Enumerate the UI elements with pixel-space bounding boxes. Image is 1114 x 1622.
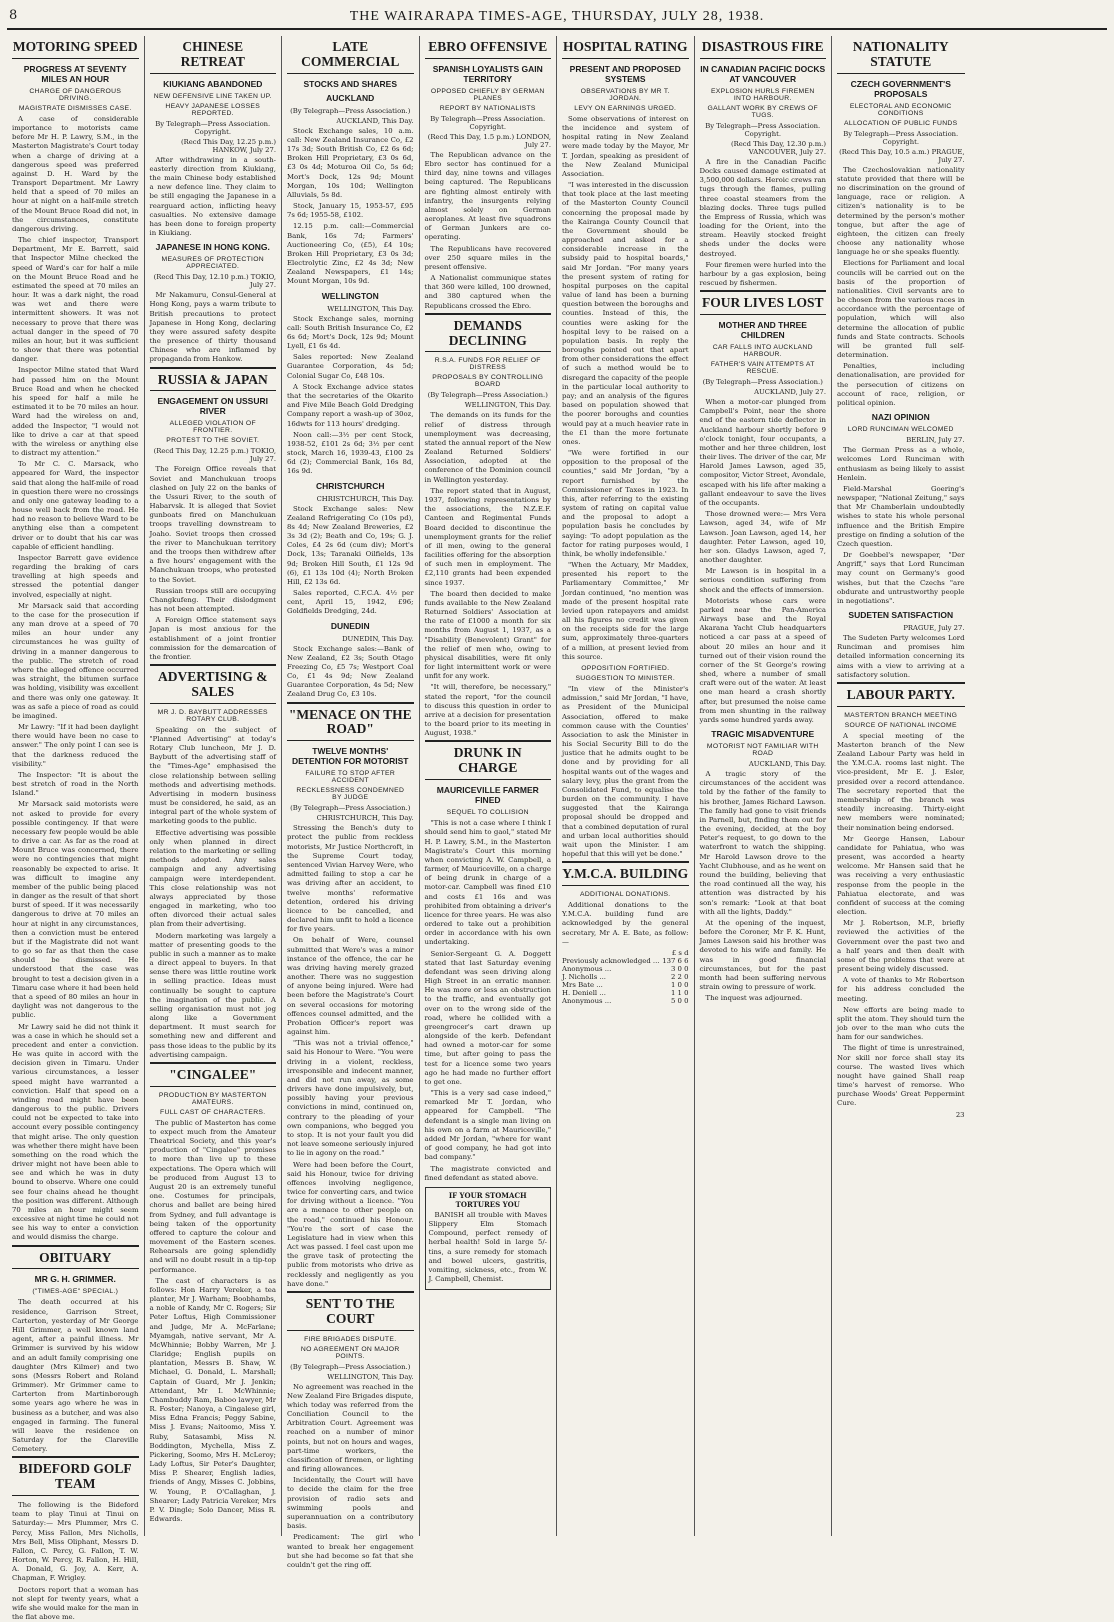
dateline: WELLINGTON, This Day. [464, 401, 551, 410]
headline: LATE COMMERCIAL [287, 36, 414, 74]
deck-line: ELECTORAL AND ECONOMIC CONDITIONS [849, 102, 952, 117]
donations-table [562, 949, 689, 1005]
article-paragraph: A Nationalist communique states that 360 were killed, 100 drowned, and 380 captured when the Republicans crossed the Ebro. [424, 274, 551, 310]
article-paragraph: "I was interested in the discussion that took place at the last meeting of the Masterton County Council concerning the proposal made by the Kairanga County Council that the Government should be approached and asked for a considerable increase in the subsidy paid to hospital boards," said Mr Jordan. "For many years the present system of rating for hospital purposes on the capital value of land has been a burning question between the boroughs and counties. Instead of this, the counties were asking for the hospital levy to be raised on a population basis. In reply the boroughs pointed out that apart from other considerations the effect of such a method would be to disregard the capacity of the people in the particular local authority to pay; and an analysis of the figures based on population showed that the poorer boroughs and counties would pay at a much heavier rate in the £1 than the more fortunate ones. [562, 181, 689, 446]
article-paragraph: "We were fortified in our opposition to the proposal of the counties," said Mr Jordan, "by a report furnished by the Commissioner of Taxes in 1923. In this, after referring to the existing system of rating on capital value and the proposal to adopt a population basis he concludes by saying: 'To adopt population as the factor for rating purposes would, I think, be wholly indefensible.' [562, 449, 689, 558]
article-paragraph: Mr Lawry: "If it had been daylight there would have been no case to answer." The only point I can see is that the darkness reduced the visibility." [12, 723, 139, 768]
dateline: AUCKLAND, This Day. [336, 116, 414, 125]
deck-line: SEQUEL TO COLLISION [446, 809, 529, 817]
donation-amount: 2 2 0 [670, 972, 689, 981]
deck-line: R.S.A. FUNDS FOR RELIEF OF DISTRESS [434, 357, 541, 372]
deck-line: RECKLESSNESS CONDEMNED BY JUDGE [296, 787, 405, 802]
article-paragraph: Predicament: The girl who wanted to break her engagement but she had become so fat that she couldn't get the ring off. [287, 1533, 414, 1569]
article-paragraph: The following is the Bideford team to play Tinui at Tinui on Saturday:— Mrs Plummer, Mrs C. Percy, Miss Fallon, Mrs Nicholls, Mrs Bell, Miss Oliphant, Messrs D. Fallon, C. Percy, G. Fallon, T. W. Horton, W. Percy, R. Fallon, H. Hill, A. Donald, G. Joy, A. Kerr, A. Chapman, F. Wrigley. [12, 1501, 139, 1583]
subheading: SUDETEN SATISFACTION [848, 610, 954, 621]
masthead [7, 6, 1107, 30]
article-paragraph: A case of considerable importance to motorists came before Mr H. P. Lawry, S.M., in the Masterton Magistrate's Court today when a charge of driving at a dangerous speed was preferred against D. H. Ward by the Transport Department. Mr Lawry held that a speed of 70 miles an hour at night on a half-mile stretch of the Mount Bruce Road did not, in the circumstances, constitute dangerous driving. [12, 114, 139, 233]
donation-row [562, 973, 689, 981]
article-paragraph: A Stock Exchange advice states that the secretaries of the Okarito and Five Mile Beach Gold Dredging Company report a wash-up of 30oz, 16dwts for 113 hours' dredging. [287, 382, 414, 428]
deck-line: FAILURE TO STOP AFTER ACCIDENT [305, 770, 396, 785]
deck-line: FULL CAST OF CHARACTERS. [160, 1108, 266, 1116]
article-paragraph: Noon call:—3½ per cent Stock, 1938-52, £101 2s 6d; 3½ per cent stock, March 16, 1939-43, £100 2s 6d (2); Commercial Bank, 16s 8d, 16s 9d. [287, 430, 414, 476]
deck-line: EXPLOSION HURLS FIREMEN INTO HARBOUR. [710, 87, 815, 102]
article-paragraph: Were had been before the Court, said his Honour, twice for driving offences involving negligence, twice for converting cars, and twice for driving without a licence. "You are a menace to other people on the road," continued his Honour. "You're the sort of case the Legislature had in view when this Act was passed. I feel cast upon me the grave task of protecting the public from motorists who drive as recklessly and negligently as you have done." [287, 1160, 414, 1288]
deck-line: FATHER'S VAIN ATTEMPTS AT RESCUE. [710, 361, 815, 376]
column-4 [420, 36, 558, 1536]
article-paragraph: The Sudeten Party welcomes Lord Runciman and promises him detailed information concerning its aims with a view to arriving at a satisfactory solution. [837, 634, 965, 679]
article-paragraph: "This was not a trivial offence," said his Honour to Were. "You were driving in a violent, reckless, irresponsible and indecent manner, and did not run away, as some drivers have done impulsively, but, possibly having your previous convictions in mind, continued on, contrary to the pleading of your own companions, who begged you to stop. It is not your fault you did not leave someone seriously injured to lie in agony on the road." [287, 1039, 414, 1158]
dateline: (Recd This Day, 12.10 p.m.) TOKIO, July 27. [153, 273, 276, 290]
subheading: IN CANADIAN PACIFIC DOCKS AT VANCOUVER [700, 63, 826, 84]
article-paragraph: The board then decided to make funds available to the New Zealand Returned Soldiers' Association at the rate of £1000 a month for six months from August 1, 1937, as a "Disability (Benevolent) Grant" for the relief of men who, owing to physical disabilities, were fit only for light intermittent work or were unfit for any work. [424, 589, 551, 681]
column-2 [145, 36, 283, 1536]
donation-row [562, 957, 689, 965]
donor-name: H. Deniell ... [562, 988, 606, 997]
article-paragraph: Mr George Hansen, Labour candidate for Pahiatua, who was present, was accorded a hearty welcome. Mr Hansen said that he was receiving a very enthusiastic response from the people in the Pahiatua electorate, and was confident of success at the coming election. [837, 834, 965, 917]
deck-line: PROPOSALS BY CONTROLLING BOARD [432, 374, 544, 389]
article-paragraph: The Czechoslovakian nationality statute provided that there will be no discrimination on the ground of language, race or religion. A citizen's nationality is to be determined by the person's mother tongue, but after the age of eighteen, the citizen can freely choose any nationality whose language he or she speaks fluently. [837, 165, 965, 257]
advert-text: BANISH all trouble with Maves Slippery Elm Stomach Compound, perfect remedy of herbal health! Sold in large 5/- tins, a sure remedy for stomach and bowel ulcers, gastritis, vomiting, sickness, etc., from W. J. Campbell, Chemist. [428, 1210, 547, 1284]
article-paragraph: The public of Masterton has come to expect much from the Amateur Theatrical Society, and this year's production of "Cingalee" promises to more than live up to these expectations. The Opera which will be produced from August 13 to August 20 is an extremely tuneful one. Costumes for principals, chorus and ballet are being hired from Sydney, and full advantage is being taken of the opportunity offered to capture the colour and movement of the Eastern scenes. Rehearsals are going splendidly and will no doubt result in a tip-top performance. [149, 1118, 276, 1274]
headline: DISASTROUS FIRE [700, 36, 827, 59]
advert-heading: IF YOUR STOMACH TORTURES YOU [448, 1190, 527, 1209]
deck-line: MR J. D. BAYBUTT ADDRESSES ROTARY CLUB. [157, 708, 268, 723]
headline: LABOUR PARTY. [837, 682, 965, 707]
article-paragraph: Senior-Sergeant G. A. Doggett stated that last Saturday evening defendant was seen driving along High Street in an erratic manner. He was more or less an obstruction to the traffic, and eventually got over on to the wrong side of the road, where he collided with a greengrocer's cart drawn up alongside of the kerb. Defendant had owned a motor-car for some time, but after going to pass the test for a licence some two years ago he had made no further effort to get one. [424, 949, 551, 1086]
byline: (By Telegraph—Press Association.) [427, 391, 548, 400]
donation-amount: 1 1 0 [670, 988, 689, 997]
article-paragraph: Mr Nakamuru, Consul-General at Hong Kong, pays a warm tribute to British precautions to protect Japanese in Hong Kong, declaring they were assured safety despite the presence of thirty thousand Chinese who are inflamed by propaganda from Hankow. [149, 291, 276, 364]
article-paragraph: The Inspector: "It is about the best stretch of road in the North Island." [12, 770, 139, 798]
article-paragraph: The demands on its funds for the relief of distress through unemployment was decreasing, stated the annual report of the New Zealand Returned Soldiers' Association, adopted at the conference of the Dominion council in Wellington yesterday. [424, 411, 551, 484]
donations-currency-header: £ s d [671, 948, 689, 957]
article-paragraph: Motorists whose cars were parked near the Pan-America Airways base and the Royal Akarana Yacht Club headquarters noticed a car pass at a speed of about 20 miles an hour and it turned out of their vision round the corner of the St George's rowing shed, where a number of small craft were out of the water. At least one man heard a crash shortly after, but presumed the noise came from men shunting in the railway yards some hundred yards away. [699, 596, 826, 724]
article-paragraph: Field-Marshal Goering's newspaper, "National Zeitung," says that Mr Chamberlain undoubtedly wishes to state his whole personal influence and the British Empire prestige on finding a solution of the Czech question. [837, 484, 965, 548]
headline: ADVERTISING & SALES [150, 664, 277, 704]
headline: DEMANDS DECLINING [425, 313, 552, 353]
headline: DRUNK IN CHARGE [425, 740, 552, 780]
dateline: AUCKLAND, This Day. [748, 760, 826, 769]
article-paragraph: The German Press as a whole, welcomes Lord Runciman with enthusiasm as being likely to assist Henlein. [837, 446, 965, 482]
column-5 [557, 36, 695, 1536]
article-paragraph: Sales reported, C.F.C.A. 4½ per cent, April 15, 1942, £96; Goldfields Dredging, 24d. [287, 589, 414, 616]
article-paragraph: Mr Marsack said motorists were not asked to provide for every possible contingency. If that were necessary few people would be able to drive a car. As far as the road at Mount Bruce was concerned, there were no contingencies that might reasonably be expected to arise. It was difficult to imagine any member of the public being placed in danger as the result of that short burst of speed. If it was necessarily dangerous to drive at 70 miles an hour at night in any circumstances, then a conviction must be entered but if the Magistrate did not want to go so far as that then the case should be dismissed. He understood that the case was brought to test a decision given in a Timaru case where it had been held that a speed of 80 miles an hour in daylight was not dangerous to the public. [12, 800, 139, 1020]
deck-line: SUGGESTION TO MINISTER. [575, 674, 676, 682]
dateline: (Recd This Day, 10.5 a.m.) PRAGUE, July 27. [839, 147, 965, 164]
article-paragraph: Mr Lawry said he did not think it was a case in which he should set a precedent and enter a conviction. He was quite in accord with the decision given in Timaru. Under various circumstances, a lesser speed might have warranted a conviction. Half that speed on a winding road might have been dangerous to the public. Drivers could not be expected to take into account every possible contingency that might arise. The only question was whether there might have been something on the road which the driver might not have been able to see and which he was in duty bound to observe. Where one could see four chains ahead he thought the position was different. Although 70 miles an hour might seem excessive at night time he could not see his way to enter a conviction and would dismiss the charge. [12, 1022, 139, 1242]
article-paragraph: Doctors report that a woman has not slept for twenty years, what a wife she would make for the man in the flat above me. [12, 1585, 139, 1622]
newspaper-page [7, 6, 1107, 1622]
subheading: MOTHER AND THREE CHILDREN [718, 320, 807, 341]
headline: "MENACE ON THE ROAD" [287, 702, 414, 742]
dateline: CHRISTCHURCH, This Day. [316, 494, 414, 503]
byline: By Telegraph—Press Association. Copyright. [430, 114, 546, 131]
headline: NATIONALITY STATUTE [837, 36, 965, 74]
subheading: JAPANESE IN HONG KONG. [155, 242, 270, 253]
dateline: WELLINGTON, This Day. [327, 1372, 414, 1381]
article-paragraph: Penalties, including denationalisation, are provided for the persecution of citizens on account of race, religion, or political opinion. [837, 362, 965, 407]
subheading: AUCKLAND [326, 92, 375, 103]
deck-line: ADDITIONAL DONATIONS. [579, 891, 671, 899]
article-paragraph: At the opening of the inquest, before the Coroner, Mr F. K. Hunt, James Lawson said his brother was devoted to his wife and family. He was in good financial circumstances, but for the past month had been suffering nervous strain owing to pressure of work. [699, 918, 826, 992]
article-paragraph: The Foreign Office reveals that Soviet and Manchukuan troops clashed on July 22 on the banks of the Ussuri River, to the south of Habarvsk. It is alleged that Soviet gunboats fired on Manchukuan troops travelling downstream to Joaho. Soviet troops then crossed the river to Manchukuan territory and the troops then withdrew after a five hours' engagement with the Manchukuan troops, who protested to the Soviet. [149, 465, 276, 584]
column-1 [7, 36, 145, 1622]
article-paragraph: A fire in the Canadian Pacific Docks caused damage estimated at 3,500,000 dollars. Heroic crews ran tugs through the flames, pulling three coastal steamers from the blazing docks. Three tugs pulled the Empress of Russia, which was loading for the Orient, into the stream. Heavily stocked freight sheds under the docks were destroyed. [699, 157, 826, 258]
deck-line: MEASURES OF PROTECTION APPRECIATED. [161, 256, 265, 271]
deck-line: FIRE BRIGADES DISPUTE. [304, 1335, 397, 1343]
article-paragraph: Mr Marsack said that according to the case for the prosecution if any man drove at a speed of 70 miles an hour under any circumstances he was guilty of driving in a manner dangerous to the public. The stretch of road where the alleged offence occurred was straight, the bitumen surface was holding, visibility was excellent and there was only one gateway. It was as safe a piece of road as could be imagined. [12, 601, 139, 720]
donation-amount: 5 0 0 [670, 996, 689, 1005]
deck-line: ALLOCATION OF PUBLIC FUNDS [844, 119, 958, 127]
article-paragraph: After withdrawing in a south-easterly direction from Kiukiang, the main Chinese body established a new defence line. They claim to be still engaging the Japanese in a rearguard action, inflicting heavy casualties. No extensive damage has been done to foreign property in Kiukiang. [149, 155, 276, 238]
headline: "CINGALEE" [150, 1062, 277, 1087]
dateline: (Recd This Day, 12.25 p.m.) TOKIO, July 27. [153, 447, 276, 464]
article-paragraph: On behalf of Were, counsel submitted that Were's was a minor instance of the offence, the car he was driving having merely grazed another. There was no suggestion of anyone being injured. Were had been before the Magistrate's Court on several occasions for motoring offences counsel admitted, and the Probation Officer's report was against him. [287, 936, 414, 1037]
article-paragraph: "In view of the Minister's admission," said Mr Jordan, "I have, as President of the Municipal Association, offered to make common cause with the Counties' Association to ask the Minister in his Social Security Bill to do the justice that he admits ought to be done and by providing for all hospital wants out of the wages and salary levy, plus the grant from the Consolidated Fund, to equalise the burden on the community. I have suggested that the Kairanga proposal should be dropped and that a combined deputation of rural and urban local authorities should wait upon the Minister. I am hopeful that this will yet be done." [562, 684, 689, 859]
article-paragraph: The cast of characters is as follows: Hon Harry Vereker, a tea planter, Mr J. Warham; Boobhambs, a noble of Kandy, Mr C. Rogers; Sir Peter Loftus, High Commissioner and Judge, Mr A. McFarlane; Myamgah, native servant, Mr A. McWhinnie; Bobby Warren, Mr J. Claridge; English pupils on plantation, Messrs B. Shaw, W. Michael, G. Donald, L. Marshall; Captain of Guard, Mr J. Jenkin; Attendant, Mr I. McWhinnie; Chambuddy Ram, Baboo lawyer, Mr R. Foster; Nanoya, a Cingalese girl, Miss Edna Francis; Peggy Sabine, Miss J. Evans; Naitoomo, Miss Y. Ruby, Satasambi, Miss N. Boddington, Mychella, Miss Z. Pickering, Soomo, Mrs H. McLeroy; Lady Loftus, Sir Peter's Daughter, Miss P. Shearer, English ladies, friends of Angy, Misses C. Jobbins, W. Young, P. O'Callaghan, J. Shearer; Lady Patricia Vereker, Mrs P. V. Dingle; Solo Dancer, Miss R. Edwards. [149, 1276, 276, 1524]
headline: BIDEFORD GOLF TEAM [12, 1456, 139, 1496]
deck-line: PROTEST TO THE SOVIET. [166, 437, 260, 445]
deck-line: HEAVY JAPANESE LOSSES REPORTED. [165, 102, 261, 117]
subheading: NAZI OPINION [871, 412, 930, 423]
columns [7, 36, 1107, 1622]
deck-line: CHARGE OF DANGEROUS DRIVING. [29, 87, 122, 102]
deck-line: PRODUCTION BY MASTERTON AMATEURS. [158, 1091, 267, 1106]
article-paragraph: 12.15 p.m. call:—Commercial Bank, 16s 7d; Farmers' Auctioneering Co, (£5), £4 10s; Broken Hill Proprietary, £3 0s 3d; Electrolytic Zinc, £2 4s 3d; New Zealand Newspapers, £1 14s; Mount Morgan, 10s 9d. [287, 222, 414, 286]
deck-line: GALLANT WORK BY CREWS OF TUGS. [707, 104, 818, 119]
donor-name: Mrs Bate ... [562, 980, 603, 989]
donor-name: Previously acknowledged ... [562, 956, 660, 965]
headline: HOSPITAL RATING [562, 36, 689, 59]
donor-name: Anonymous ... [562, 996, 612, 1005]
article-paragraph: Mr Lawson is in hospital in a serious condition suffering from shock and the effects of immersion. [699, 567, 826, 594]
dateline: (Recd This Day, 12.25 p.m.) HANKOW, July 27. [181, 137, 276, 154]
headline: SENT TO THE COURT [287, 1291, 414, 1331]
headline: CHINESE RETREAT [150, 36, 277, 74]
article-paragraph: Inspector Milne stated that Ward had passed him on the Mount Bruce Road and when he checked his speed for half a mile he estimated it to be 70 miles an hour. Ward had the wireless on and, added the Inspector, "I would not like to drive a car at that speed with the wireless or anything else to distract my attention." [12, 366, 139, 458]
article-paragraph: Modern marketing was largely a matter of presenting goods to the public in such a manner as to make a direct appeal to buyers. In that sense there was little routine work in selling practice. Ideas must continually be sought to capture the imagination of the public. A selling organisation must not jog along like a Government department. It must search for something new and different and pass those ideas to the public by its advertising campaign. [149, 931, 276, 1059]
deck-line: ALLEGED VIOLATION OF FRONTIER. [169, 420, 256, 435]
deck-line: MAGISTRATE DISMISSES CASE. [18, 104, 132, 112]
article-paragraph: Stock Exchange sales:—Bank of New Zealand, £2 3s; South Otago Freezing Co, £5 7s; Westport Coal Co, £1 4s 9d; New Zealand Guarantee Corporation, 4s 5d; New Zealand Drug Co, £3 10s. [287, 644, 414, 699]
donor-name: Anonymous ... [562, 964, 612, 973]
deck-line: LEVY ON EARNINGS URGED. [574, 104, 677, 112]
headline: FOUR LIVES LOST [700, 290, 827, 315]
column-3 [282, 36, 420, 1569]
byline: By Telegraph—Press Association. Copyright. [843, 129, 959, 146]
byline: (By Telegraph—Press Association.) [290, 1362, 411, 1371]
byline: By Telegraph—Press Association. Copyright. [155, 119, 271, 136]
article-paragraph: Stressing the Bench's duty to protect the public from reckless motorists, Mr Justice Northcroft, in the Supreme Court today, sentenced Vivian Harvey Were, who admitted failing to stop a car he was driving after an accident, to twelve months' reformative detention, ordered his driving licence to be cancelled, and declared him unfit to hold a licence for five years. [287, 824, 414, 934]
article-paragraph: Stock Exchange sales, 10 a.m. call: New Zealand Insurance Co, £2 17s 3d; South British Co, £2 6s 6d; Broken Hill Proprietary, £3 0s 6d, £3 0s 4d; Moturoa Oil Co, 5s 6d; Mort's Dock, 12s 9d; Mount Morgan, 10s 10d; Wellington Alluvials, 5s 8d. [287, 126, 414, 199]
deck-line: SOURCE OF NATIONAL INCOME [844, 721, 957, 729]
article-paragraph: Some observations of interest on the incidence and system of hospital rating in New Zealand were made today by the Mayor, Mr T. Jordan, speaking as president of the New Zealand Municipal Association. [562, 114, 689, 178]
column-7 [832, 36, 970, 1536]
article-paragraph: The Republicans have recovered over 250 square miles in the present offensive. [424, 244, 551, 271]
donation-row [562, 997, 689, 1005]
subheading: CZECH GOVERNMENT'S PROPOSALS [850, 78, 951, 99]
article-paragraph: Additional donations to the Y.M.C.A. building fund are acknowledged by the general secretary, Mr A. E. Bate, as follow:— [562, 901, 689, 946]
article-paragraph: Stock, January 15, 1953-57, £95 7s 6d; 1955-58, £102. [287, 202, 414, 220]
article-paragraph: The death occurred at his residence, Garrison Street, Carterton, yesterday of Mr George Hill Grimmer, a well known land agent, after a painful illness. Mr Grimmer is survived by his widow and an adult family comprising one daughter (Mrs Kilmer) and two sons (Messrs Robert and Roland Grimmer). Mr Grimmer came to Carterton from Martinborough some years ago where he was in business as a butcher, and was also engaged in farming. The funeral will leave the residence on Saturday for the Clareville Cemetery. [12, 1298, 139, 1454]
subheading: MAURICEVILLE FARMER FINED [436, 785, 539, 806]
column-6 [695, 36, 833, 1536]
donation-row [562, 965, 689, 973]
article-paragraph: The chief inspector, Transport Department, Mr E. Barrett, said that Inspector Milne checked the speed of Ward's car for half a mile on the Mount Bruce Road and he estimated the speed at 70 miles an hour. It was a dark night, the road was wet and there were intermittent showers. It was not necessary to prove that there was actual danger in the speed of 70 miles an hour, but it was sufficient to show that there was potential danger. [12, 236, 139, 364]
article-paragraph: The inquest was adjourned. [705, 994, 803, 1003]
article-paragraph: "When the Actuary, Mr Maddex, presented his report to the Parliamentary Committee," Mr Jordan continued, "no mention was made of the present hospital rate levied upon ratepayers and amidst all his figures no credit was given on the receipts side for the large sum, approximately three-quarters of a million, at present levied from this source. [562, 561, 689, 661]
subheading: PROGRESS AT SEVENTY MILES AN HOUR [23, 63, 127, 84]
article-paragraph: Inspector Barrett gave evidence regarding the braking of cars travelling at high speeds and stressed the potential danger involved, especially at night. [12, 553, 139, 599]
byline: (By Telegraph—Press Association.) [290, 804, 411, 813]
deck-line: OPPOSED CHIEFLY BY GERMAN PLANES [430, 87, 545, 102]
deck-line: MASTERTON BRANCH MEETING [844, 711, 958, 719]
donation-amount: 1 0 0 [670, 980, 689, 989]
article-paragraph: The flight of time is unrestrained, Nor skill nor force shall stay its course. The wasted lives which nought have gained Shall reap time's harvest of remorse. Who purchase Woods' Great Peppermint Cure. [837, 1044, 965, 1108]
subheading: WELLINGTON [321, 290, 379, 301]
article-paragraph: Dr Goebbel's newspaper, "Der Angriff," says that Lord Runciman may count on Germany's good wishes, but that the Czechs "are obdurate and untrustworthy people in negotiations". [837, 551, 965, 605]
newspaper-title: THE WAIRARAPA TIMES-AGE, THURSDAY, JULY 28, 1938. [349, 9, 765, 24]
article-paragraph: A special meeting of the Masterton branch of the New Zealand Labour Party was held in the Y.M.C.A. rooms last night. The vice-president, Mr E. J. Esler, presided over a record attendance. The secretary reported that the membership of the branch was steadily increasing. Thirty-eight new members were nominated; their nomination being endorsed. [837, 731, 965, 832]
headline: EBRO OFFENSIVE [425, 36, 552, 59]
subheading: KIUKIANG ABANDONED [163, 78, 263, 89]
article-paragraph: "This is not a case where I think I should send him to gaol," stated Mr H. P. Lawry, S.M., in the Masterton Magistrate's Court this morning when convicting A. W. Campbell, a farmer, of Mauriceville, on a charge of being drunk in charge of a motor-car. Campbell was fined £10 and costs £1 16s and was prohibited from obtaining a driver's licence for three years. He was also ordered to take out a prohibition order in accordance with his own undertaking. [424, 819, 551, 947]
deck-line: MOTORIST NOT FAMILIAR WITH ROAD [706, 743, 819, 758]
dateline: (Recd This Day, 1.5 p.m.) LONDON, July 27. [427, 132, 551, 149]
article-paragraph: A tragic story of the circumstances of the accident was told by the father of the family to his brother, James Richard Lawson. The family had gone to visit friends in Parnell, but, finding them out for the evening, decided, at the boy Peter's request, to go down to the waterfront to watch the shipping. Mr Harold Lawson drove to the Yacht Clubhouse, and as he went on round the building, believing that the road continued all the way, his attention was distracted by his son's remark: "Look at that boat with all the lights, Daddy." [699, 770, 826, 916]
article-paragraph: The Republican advance on the Ebro sector has continued for a third day, nine towns and villages being captured. The Republicans are fighting almost entirely with infantry, the insurgents relying almost solely on German aeroplanes. At least five squadrons of German Junkers are co-operating. [424, 150, 551, 242]
article-paragraph: Stock Exchange sales: New Zealand Refrigerating Co (10s pd), 8s 4d; New Zealand Breweries, £2 3s 3d (2); Beath and Co, 19s; G. J. Coles, £4 2s 6d (cum div); Mort's Dock, 13s; Taranaki Oilfields, 13s 9d; Broken Hill South, £1 12s 9d (6), £1 13s 10d (4); North Broken Hill, £2 13s 6d. [287, 504, 414, 586]
dateline: WELLINGTON, This Day. [327, 304, 414, 313]
subheading: SPANISH LOYALISTS GAIN TERRITORY [432, 63, 543, 84]
deck-line: NO AGREEMENT ON MAJOR POINTS. [300, 1345, 400, 1360]
deck-line: OBSERVATIONS BY MR T. JORDAN. [580, 87, 670, 102]
headline: MOTORING SPEED [12, 36, 139, 59]
article-paragraph: Those drowned were:— Mrs Vera Lawson, aged 34, wife of Mr Lawson. Joan Lawson, aged 14, her daughter. Peter Lawson, aged 10, her son. Gladys Lawson, aged 7, another daughter. [699, 510, 826, 565]
article-paragraph: Mr J. Robertson, M.P., briefly reviewed the activities of the Government over the past two and a half years and then dealt with some of the problems that were at present being widely discussed. [837, 919, 965, 974]
deck-line: ("TIMES-AGE" SPECIAL.) [32, 1288, 119, 1296]
article-paragraph: Stock Exchange sales, morning call: South British Insurance Co, £2 6s 6d; Mort's Dock, 12s 9d; Mount Lyell, £1 6s 4d. [287, 314, 414, 351]
headline: OBITUARY [12, 1245, 139, 1270]
donation-amount: 137 6 6 [662, 956, 689, 965]
subheading: MR G. H. GRIMMER. [34, 1274, 116, 1285]
article-paragraph: The report stated that in August, 1937, following representations by the associations, the N.Z.E.F. Canteen and Regimental Funds Board decided to discontinue the unemployment grants for the relief of ill men, owing to the general facilities offering for the absorption of such men in employment. The £2,110 grants had been expended since 1937. [424, 486, 551, 587]
headline: RUSSIA & JAPAN [150, 367, 277, 392]
article-paragraph: To Mr C. C. Marsack, who appeared for Ward, the inspector said that along the half-mile of road in question there were no crossings and only one gateway leading to a house well back from the road. He had no reason to believe Ward to be anything else than a competent driver or to doubt that his car was capable of efficient handling. [12, 460, 139, 551]
article-paragraph: New efforts are being made to split the atom. They should turn the job over to the man who cuts the ham for our sandwiches. [837, 1005, 965, 1042]
dateline: AUCKLAND, July 27. [754, 388, 826, 397]
dateline: PRAGUE, July 27. [903, 624, 965, 633]
article-paragraph: Incidentally, the Court will have to decide the claim for the free provision of radio sets and swimming pools and superannuation on a contributory basis. [287, 1476, 414, 1531]
article-paragraph: Sales reported: New Zealand Guarantee Corporation, 4s 5d; Colonial Sugar Co, £48 10s. [287, 353, 414, 380]
article-paragraph: "It will, therefore, be necessary," stated the report, "for the council to discuss this question in order to arrive at a decision for presentation to the board prior to its meeting in August, 1938." [424, 683, 551, 738]
advertisement [425, 1187, 552, 1290]
article-paragraph: Elections for Parliament and local councils will be carried out on the basis of the proportion of nationalities. Civil servants are to be chosen from the various races in accordance with the percentage of population, which will also determine the allocation of public funds and State contracts. Schools will be granted full self-determination. [837, 259, 965, 360]
subheading: TWELVE MONTHS' DETENTION FOR MOTORIST [292, 746, 409, 767]
subheading: PRESENT AND PROPOSED SYSTEMS [569, 63, 681, 84]
deck-line: CAR FALLS INTO AUCKLAND HARBOUR. [712, 344, 813, 359]
byline: (By Telegraph—Press Association.) [290, 106, 411, 115]
donation-row [562, 981, 689, 989]
donations-header-spacer [562, 949, 662, 957]
subheading: ENGAGEMENT ON USSURI RIVER [157, 396, 268, 417]
article-paragraph: A Foreign Office statement says Japan is most anxious for the establishment of a joint frontier commission for the demarcation of the frontier. [149, 616, 276, 661]
article-paragraph: Effective advertising was possible only when planned in direct relation to the marketing or selling methods adopted. Any sales campaign and any advertising campaign were interdependent. This close relationship was not always appreciated by those engaged in marketing, who too often divorced their actual sales plan from their advertising. [149, 828, 276, 929]
donation-amount: 3 0 0 [670, 964, 689, 973]
article-paragraph: When a motor-car plunged from Campbell's Point, near the shore end of the eastern tide deflector in Auckland harbour shortly before 9 o'clock tonight, four occupants, a mother and her three children, lost their lives. The driver of the car, Mr Harold James Lawson, aged 35, compositor, Victor Street, Avondale, escaped with his life after making a gallant endeavour to save the lives of the occupants. [699, 398, 826, 507]
deck-line: NEW DEFENSIVE LINE TAKEN UP. [153, 92, 272, 100]
article-paragraph: Russian troops still are occupying Changkufeng. Their dislodgment has not been attempted. [149, 586, 276, 614]
headline: Y.M.C.A. BUILDING [562, 861, 689, 886]
byline: By Telegraph—Press Association. Copyright. [705, 121, 821, 138]
page-number: 8 [9, 8, 18, 23]
article-paragraph: The magistrate convicted and fined defendant as stated above. [424, 1164, 551, 1182]
byline: (By Telegraph—Press Association.) [702, 378, 823, 387]
donor-name: J. Nicholls ... [562, 972, 606, 981]
donation-row [562, 989, 689, 997]
subheading: CHRISTCHURCH [316, 480, 385, 491]
article-paragraph: "This is a very sad case indeed," remarked Mr T. Jordan, who appeared for Campbell. "The defendant is a single man living on his own on a farm at Mauriceville," added Mr Jordan, "where for want of good company, he had got into bad company." [424, 1089, 551, 1162]
article-paragraph: No agreement was reached in the New Zealand Fire Brigades dispute, which today was referred from the Conciliation Council to the Arbitration Court. Agreement was reached on a number of minor points, but not on hours and wages, part-time workers, the classification of firemen, or lighting and firing allowances. [287, 1382, 414, 1474]
dateline: CHRISTCHURCH, This Day. [316, 814, 414, 823]
dateline: (Recd This Day, 12.30 p.m.) VANCOUVER, July 27. [731, 139, 826, 156]
column-footnote: 23 [955, 1110, 965, 1119]
article-paragraph: Four firemen were hurled into the harbour by a gas explosion, being rescued by fishermen. [699, 260, 826, 288]
dateline: BERLIN, July 27. [906, 436, 965, 445]
deck-line: LORD RUNCIMAN WELCOMED [847, 426, 954, 434]
subheading: DUNEDIN [330, 620, 370, 631]
deck-line: OPPOSITION FORTIFIED. [581, 664, 670, 672]
subheading: TRAGIC MISADVENTURE [711, 729, 815, 740]
article-paragraph: A vote of thanks to Mr Robertson for his address concluded the meeting. [837, 976, 965, 1003]
subheading: STOCKS AND SHARES [303, 78, 397, 89]
deck-line: REPORT BY NATIONALISTS [439, 104, 536, 112]
dateline: DUNEDIN, This Day. [342, 634, 414, 643]
article-paragraph: Speaking on the subject of "Planned Advertising" at today's Rotary Club luncheon, Mr J. D. Baybutt of the advertising staff of the "Times-Age" emphasised the close relationship between selling methods and advertising methods. Advertising in modern business must be considered, he said, as an integral part of the whole system of marketing goods to the public. [149, 725, 276, 826]
